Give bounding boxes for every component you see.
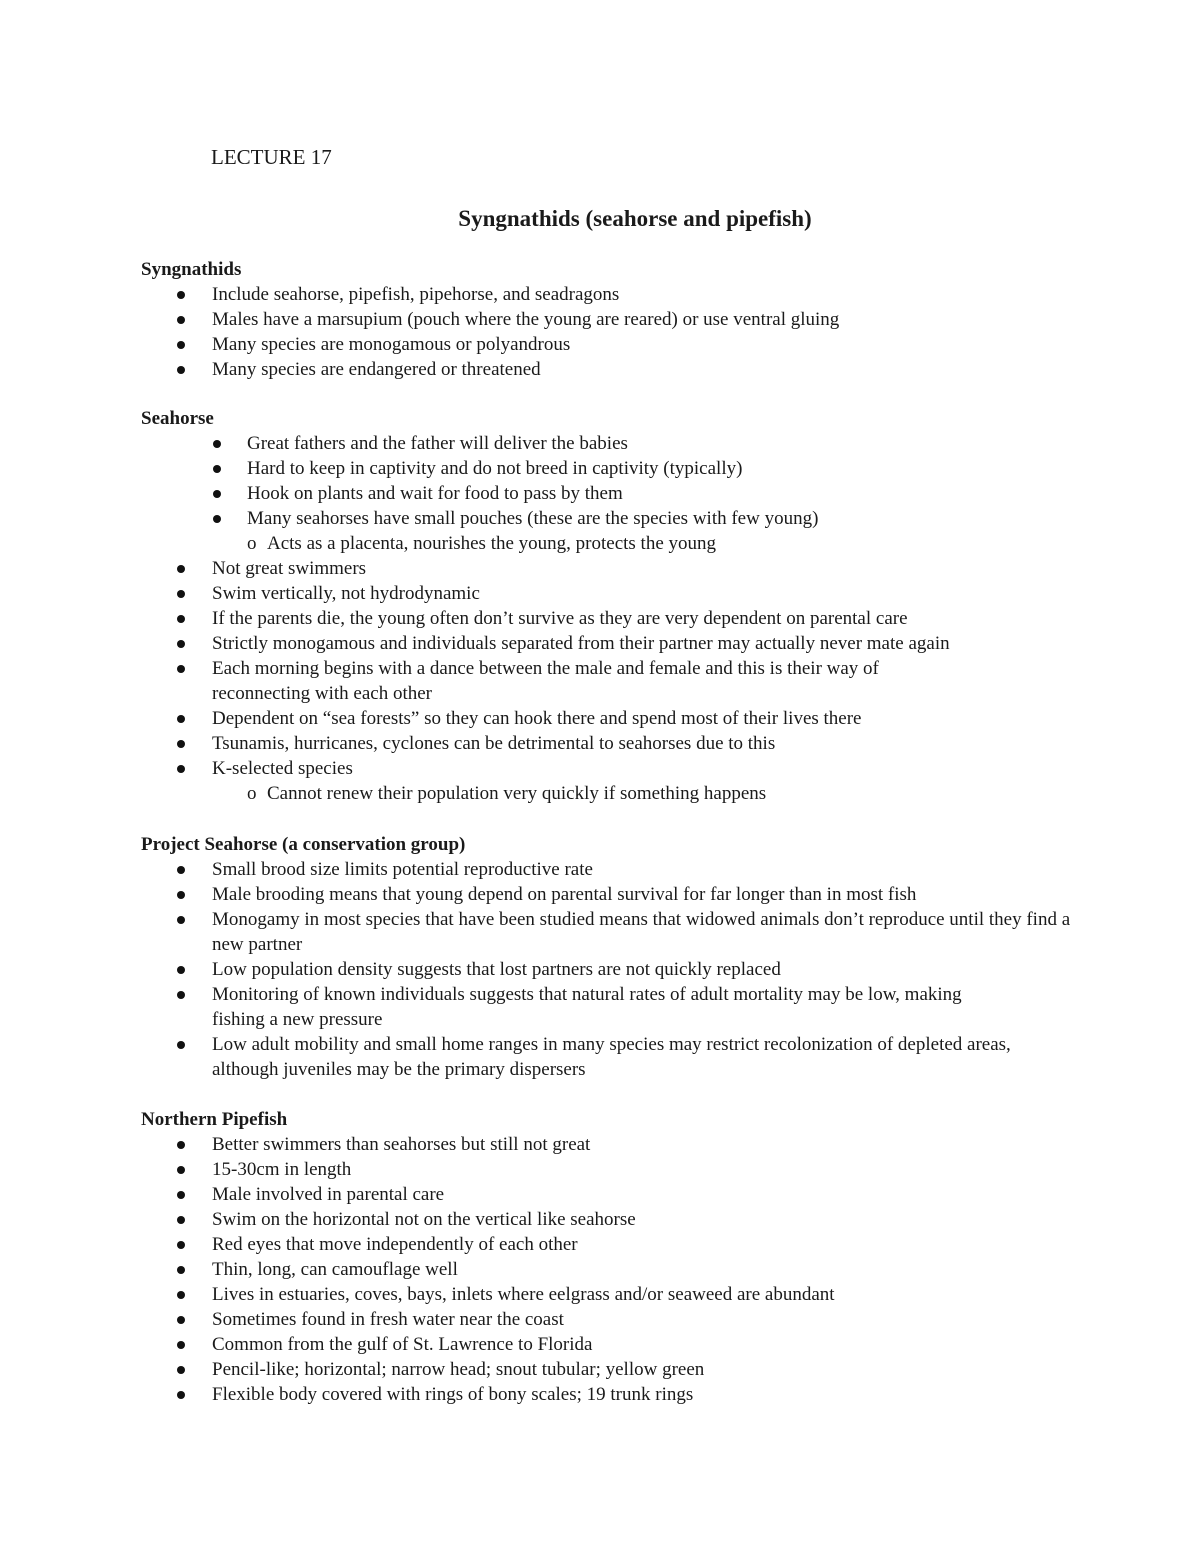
bullet-list (141, 556, 1101, 781)
list-item: Dependent on “sea forests” so they can hook there and spend most of their lives there (141, 706, 1101, 731)
bullet-icon (177, 565, 185, 573)
list-item: Pencil-like; horizontal; narrow head; snout tubular; yellow green (141, 1357, 1101, 1382)
list-item: Flexible body covered with rings of bony scales; 19 trunk rings (141, 1382, 1101, 1407)
bullet-icon (177, 366, 185, 374)
list-item: Monitoring of known individuals suggests that natural rates of adult mortality may be low, making fishing a new pressure (141, 982, 1101, 1032)
list-item: Swim on the horizontal not on the vertical like seahorse (141, 1207, 1101, 1232)
list-item: If the parents die, the young often don’t survive as they are very dependent on parental care (141, 606, 1101, 631)
section-heading: Syngnathids (141, 259, 242, 280)
bullet-icon (177, 640, 185, 648)
bullet-icon (213, 465, 221, 473)
bullet-icon (177, 615, 185, 623)
list-item: Low population density suggests that lost partners are not quickly replaced (141, 957, 1101, 982)
bullet-icon (177, 966, 185, 974)
list-item: Hook on plants and wait for food to pass by them (141, 481, 1101, 506)
list-item: Red eyes that move independently of each other (141, 1232, 1101, 1257)
bullet-icon (177, 765, 185, 773)
bullet-list (141, 282, 1101, 382)
section-heading: Seahorse (141, 408, 214, 429)
list-item: Not great swimmers (141, 556, 1101, 581)
list-item: Low adult mobility and small home ranges in many species may restrict recolonization of depleted areas, although juveniles may be the primary dispersers (141, 1032, 1101, 1082)
bullet-list-indented (141, 431, 1101, 531)
bullet-icon (177, 866, 185, 874)
bullet-icon (177, 1266, 185, 1274)
bullet-icon (177, 665, 185, 673)
sub-list-item: o Cannot renew their population very quickly if something happens (247, 783, 767, 804)
bullet-icon (177, 1166, 185, 1174)
list-item: Tsunamis, hurricanes, cyclones can be detrimental to seahorses due to this (141, 731, 1101, 756)
list-item: Include seahorse, pipefish, pipehorse, and seadragons (141, 282, 1101, 307)
bullet-icon (177, 291, 185, 299)
bullet-icon (177, 740, 185, 748)
section-syngnathids (141, 257, 1101, 382)
bullet-icon (177, 991, 185, 999)
bullet-icon (177, 1241, 185, 1249)
list-item: Male brooding means that young depend on parental survival for far longer than in most fish (141, 882, 1101, 907)
bullet-icon (177, 891, 185, 899)
list-item: Male involved in parental care (141, 1182, 1101, 1207)
bullet-icon (177, 1191, 185, 1199)
bullet-icon (177, 1216, 185, 1224)
section-northern-pipefish (141, 1107, 1101, 1407)
bullet-icon (177, 1291, 185, 1299)
sub-list-item: o Acts as a placenta, nourishes the young, protects the young (247, 533, 717, 554)
bullet-list (141, 857, 1101, 1082)
list-item: Thin, long, can camouflage well (141, 1257, 1101, 1282)
section-heading: Project Seahorse (a conservation group) (141, 834, 466, 855)
bullet-icon (177, 1041, 185, 1049)
lecture-label: LECTURE 17 (211, 145, 332, 169)
bullet-icon (177, 316, 185, 324)
list-item: Many species are endangered or threatened (141, 357, 1101, 382)
list-item: Each morning begins with a dance between the male and female and this is their way of reconnecting with each other (141, 656, 1101, 706)
bullet-icon (177, 590, 185, 598)
list-item: K-selected species (141, 756, 1101, 781)
list-item: Lives in estuaries, coves, bays, inlets where eelgrass and/or seaweed are abundant (141, 1282, 1101, 1307)
list-item: Monogamy in most species that have been studied means that widowed animals don’t reproduce until they find a new partner (141, 907, 1101, 957)
bullet-icon (177, 1141, 185, 1149)
list-item: Small brood size limits potential reproductive rate (141, 857, 1101, 882)
bullet-icon (177, 715, 185, 723)
bullet-icon (177, 341, 185, 349)
list-item: 15-30cm in length (141, 1157, 1101, 1182)
list-item: Common from the gulf of St. Lawrence to Florida (141, 1332, 1101, 1357)
bullet-icon (213, 490, 221, 498)
bullet-icon (177, 1316, 185, 1324)
bullet-icon (213, 440, 221, 448)
section-project-seahorse (141, 832, 1101, 1082)
section-seahorse (141, 406, 1101, 806)
sub-bullet-marker: o (247, 533, 257, 554)
list-item: Many seahorses have small pouches (these are the species with few young) (141, 506, 1101, 531)
bullet-icon (177, 1341, 185, 1349)
list-item: Sometimes found in fresh water near the coast (141, 1307, 1101, 1332)
page-title: Syngnathids (seahorse and pipefish) (458, 206, 812, 231)
list-item: Better swimmers than seahorses but still not great (141, 1132, 1101, 1157)
list-item: Hard to keep in captivity and do not breed in captivity (typically) (141, 456, 1101, 481)
list-item: Males have a marsupium (pouch where the young are reared) or use ventral gluing (141, 307, 1101, 332)
list-item: Great fathers and the father will deliver the babies (141, 431, 1101, 456)
section-heading: Northern Pipefish (141, 1109, 288, 1130)
bullet-list (141, 1132, 1101, 1407)
bullet-icon (177, 1366, 185, 1374)
list-item: Strictly monogamous and individuals separated from their partner may actually never mate again (141, 631, 1101, 656)
bullet-icon (213, 515, 221, 523)
bullet-icon (177, 916, 185, 924)
list-item: Many species are monogamous or polyandrous (141, 332, 1101, 357)
list-item: Swim vertically, not hydrodynamic (141, 581, 1101, 606)
bullet-icon (177, 1391, 185, 1399)
sub-bullet-marker: o (247, 783, 257, 804)
